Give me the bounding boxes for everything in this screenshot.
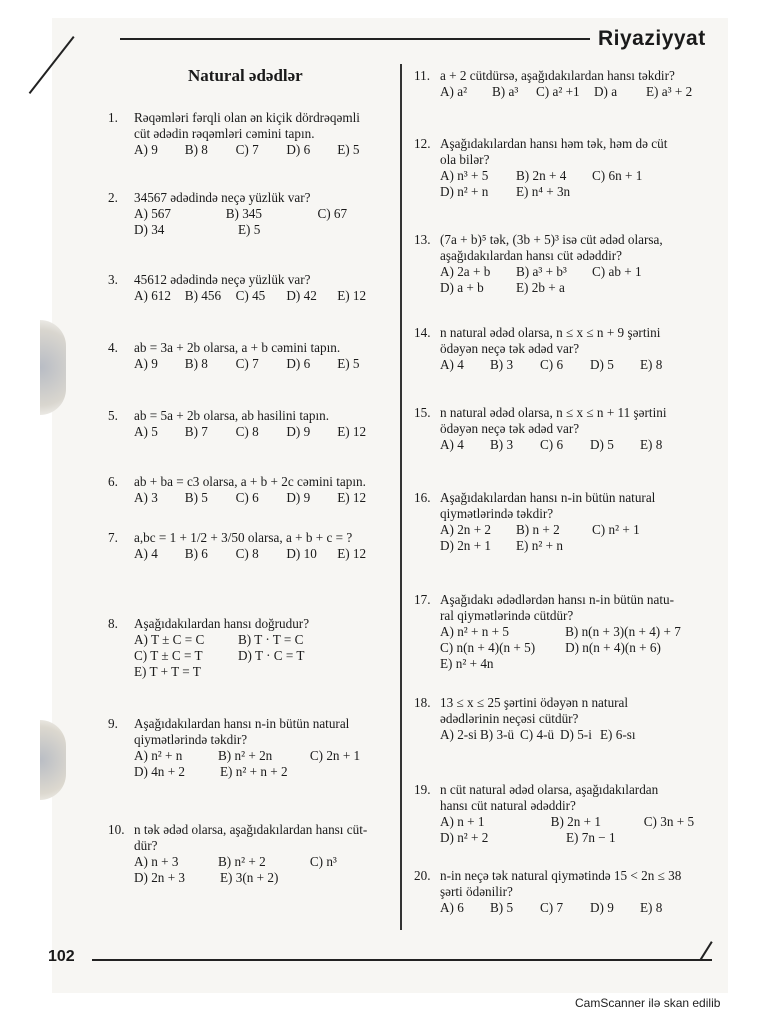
answer-options bbox=[134, 424, 388, 440]
answer-row bbox=[440, 437, 714, 453]
question-item bbox=[414, 232, 714, 296]
answer-options bbox=[440, 437, 714, 453]
answer-row bbox=[440, 830, 714, 846]
answer-row bbox=[440, 814, 714, 830]
question-item bbox=[108, 110, 388, 158]
answer-row bbox=[440, 900, 714, 916]
answer-row bbox=[134, 206, 388, 222]
answer-option: D) n² + 2 bbox=[440, 830, 489, 845]
question-number: 16. bbox=[414, 490, 431, 505]
answer-option: C) 7 bbox=[235, 356, 259, 371]
answer-option: A) n + 3 bbox=[134, 854, 179, 869]
question-stem: Aşağıdakılardan hansı n-in bütün natural qiymətlərində təkdir? bbox=[440, 490, 656, 521]
answer-options bbox=[134, 142, 388, 158]
answer-option: C) 7 bbox=[235, 142, 259, 157]
answer-row bbox=[440, 522, 714, 538]
answer-option: E) 5 bbox=[337, 356, 360, 371]
question-stem: Aşağıdakı ədədlərdən hansı n-in bütün natu- ral qiymətlərində cütdür? bbox=[440, 592, 675, 623]
answer-option: C) 8 bbox=[235, 546, 259, 561]
answer-options bbox=[134, 356, 388, 372]
question-stem: Aşağıdakılardan hansı doğrudur? bbox=[134, 616, 310, 631]
answer-option: A) 3 bbox=[134, 490, 158, 505]
answer-option: B) 5 bbox=[184, 490, 208, 505]
answer-option: A) 612 bbox=[134, 288, 171, 303]
answer-option: B) n² + 2 bbox=[218, 854, 266, 869]
answer-option: B) 456 bbox=[184, 288, 222, 303]
answer-option: A) n² + n bbox=[134, 748, 183, 763]
question-item bbox=[414, 405, 714, 453]
answer-option: C) n² + 1 bbox=[592, 522, 640, 537]
answer-option: C) 8 bbox=[235, 424, 259, 439]
answer-option: E) n² + n + 2 bbox=[220, 764, 288, 779]
answer-option: B) 2n + 4 bbox=[516, 168, 567, 183]
answer-option: A) 5 bbox=[134, 424, 158, 439]
answer-row bbox=[134, 854, 388, 870]
question-number: 5. bbox=[108, 408, 118, 423]
footer-rule bbox=[92, 959, 712, 961]
question-stem: (7a + b)⁵ tək, (3b + 5)³ isə cüt ədəd olarsa, aşağıdakılardan hansı cüt ədəddir? bbox=[440, 232, 663, 263]
answer-row bbox=[134, 222, 388, 238]
question-item bbox=[414, 868, 714, 916]
question-item bbox=[108, 272, 388, 304]
answer-option: B) 3-ü bbox=[480, 727, 515, 742]
answer-row bbox=[134, 546, 388, 562]
answer-option: C) 6n + 1 bbox=[592, 168, 643, 183]
answer-option: A) n² + n + 5 bbox=[440, 624, 510, 639]
answer-option: C) 3n + 5 bbox=[643, 814, 695, 829]
answer-option: A) 6 bbox=[440, 900, 464, 915]
question-number: 4. bbox=[108, 340, 118, 355]
answer-option: D) 2n + 3 bbox=[134, 870, 186, 885]
answer-option: C) n³ bbox=[309, 854, 337, 869]
answer-option: C) 45 bbox=[235, 288, 266, 303]
question-item bbox=[108, 340, 388, 372]
answer-option: E) 7n − 1 bbox=[566, 830, 616, 845]
question-stem: a + 2 cütdürsə, aşağıdakılardan hansı təkdir? bbox=[440, 68, 675, 83]
answer-option: C) 4-ü bbox=[520, 727, 555, 742]
answer-option: D) a + b bbox=[440, 280, 484, 295]
answer-row bbox=[134, 632, 388, 648]
binding-shadow bbox=[40, 320, 66, 415]
question-item bbox=[414, 490, 714, 554]
question-stem: 34567 ədədində neçə yüzlük var? bbox=[134, 190, 311, 205]
question-item bbox=[108, 408, 388, 440]
answer-option: A) 567 bbox=[134, 206, 171, 221]
question-number: 8. bbox=[108, 616, 118, 631]
answer-options bbox=[440, 522, 714, 554]
answer-row bbox=[134, 870, 388, 886]
question-item bbox=[108, 716, 388, 780]
answer-option: E) 12 bbox=[337, 490, 367, 505]
answer-option: C) 6 bbox=[235, 490, 259, 505]
answer-row bbox=[134, 490, 388, 506]
answer-options bbox=[134, 632, 388, 680]
answer-option: B) 6 bbox=[184, 546, 208, 561]
answer-row bbox=[440, 264, 714, 280]
answer-option: B) a³ + b³ bbox=[516, 264, 567, 279]
answer-row bbox=[440, 727, 714, 743]
question-number: 6. bbox=[108, 474, 118, 489]
question-number: 11. bbox=[414, 68, 430, 83]
question-stem: ab = 3a + 2b olarsa, a + b cəmini tapın. bbox=[134, 340, 341, 355]
answer-option: E) 12 bbox=[337, 546, 367, 561]
answer-option: A) 9 bbox=[134, 142, 158, 157]
answer-option: C) T ± C = T bbox=[134, 648, 203, 663]
answer-options bbox=[440, 264, 714, 296]
answer-option: B) n(n + 3)(n + 4) + 7 bbox=[565, 624, 681, 639]
answer-row bbox=[440, 357, 714, 373]
question-stem: 13 ≤ x ≤ 25 şərtini ödəyən n natural ədədlərinin neçəsi cütdür? bbox=[440, 695, 629, 726]
question-stem: n natural ədəd olarsa, n ≤ x ≤ n + 9 şərtini ödəyən neçə tək ədəd var? bbox=[440, 325, 661, 356]
answer-option: C) 7 bbox=[540, 900, 564, 915]
answer-option: A) 9 bbox=[134, 356, 158, 371]
answer-option: B) 3 bbox=[490, 357, 514, 372]
answer-options bbox=[440, 727, 714, 743]
answer-option: D) n(n + 4)(n + 6) bbox=[565, 640, 661, 655]
answer-option: B) a³ bbox=[492, 84, 519, 99]
question-stem: n-in neçə tək natural qiymətində 15 < 2n ≤ 38 şərti ödənilir? bbox=[440, 868, 682, 899]
answer-row bbox=[440, 168, 714, 184]
question-stem: Rəqəmləri fərqli olan ən kiçik dördrəqəmli cüt ədədin rəqəmləri cəmini tapın. bbox=[134, 110, 360, 141]
question-number: 12. bbox=[414, 136, 431, 151]
question-stem: ab + ba = c3 olarsa, a + b + 2c cəmini tapın. bbox=[134, 474, 366, 489]
answer-option: E) 8 bbox=[640, 437, 663, 452]
answer-row bbox=[134, 764, 388, 780]
answer-option: E) 12 bbox=[337, 424, 367, 439]
answer-option: E) n⁴ + 3n bbox=[516, 184, 571, 199]
answer-options bbox=[134, 490, 388, 506]
answer-option: E) n² + n bbox=[516, 538, 563, 553]
answer-option: B) n + 2 bbox=[516, 522, 560, 537]
answer-option: E) 8 bbox=[640, 357, 663, 372]
answer-option: A) 4 bbox=[134, 546, 158, 561]
answer-option: E) 2b + a bbox=[516, 280, 565, 295]
answer-option: B) 345 bbox=[225, 206, 262, 221]
answer-option: E) a³ + 2 bbox=[646, 84, 693, 99]
question-number: 19. bbox=[414, 782, 431, 797]
answer-option: D) 10 bbox=[286, 546, 317, 561]
subject-title: Riyaziyyat bbox=[598, 27, 706, 50]
section-title: Natural ədədlər bbox=[188, 66, 303, 85]
answer-option: A) 4 bbox=[440, 437, 464, 452]
question-item bbox=[414, 136, 714, 200]
question-number: 7. bbox=[108, 530, 118, 545]
question-number: 17. bbox=[414, 592, 431, 607]
answer-row bbox=[440, 280, 714, 296]
question-stem: Aşağıdakılardan hansı n-in bütün natural qiymətlərində təkdir? bbox=[134, 716, 350, 747]
answer-option: D) 6 bbox=[286, 356, 311, 371]
answer-option: C) a² +1 bbox=[536, 84, 580, 99]
answer-option: A) n + 1 bbox=[440, 814, 485, 829]
answer-row bbox=[440, 184, 714, 200]
answer-row bbox=[134, 142, 388, 158]
answer-option: D) 6 bbox=[286, 142, 311, 157]
answer-row bbox=[134, 748, 388, 764]
question-stem: n tək ədəd olarsa, aşağıdakılardan hansı cüt- dür? bbox=[134, 822, 368, 853]
answer-option: D) 9 bbox=[286, 490, 311, 505]
question-item bbox=[414, 592, 714, 672]
answer-option: B) 8 bbox=[184, 356, 208, 371]
answer-option: B) 3 bbox=[490, 437, 514, 452]
answer-options bbox=[440, 900, 714, 916]
answer-option: A) 2a + b bbox=[440, 264, 491, 279]
answer-option: E) 8 bbox=[640, 900, 663, 915]
question-stem: n natural ədəd olarsa, n ≤ x ≤ n + 11 şərtini ödəyən neçə tək ədəd var? bbox=[440, 405, 667, 436]
answer-option: D) 9 bbox=[286, 424, 311, 439]
answer-option: B) T · T = C bbox=[238, 632, 304, 647]
answer-option: E) 5 bbox=[238, 222, 261, 237]
answer-row bbox=[134, 288, 388, 304]
answer-option: A) 4 bbox=[440, 357, 464, 372]
answer-options bbox=[440, 814, 714, 846]
answer-option: E) T + T = T bbox=[134, 664, 201, 679]
question-stem: a,bc = 1 + 1/2 + 3/50 olarsa, a + b + c = ? bbox=[134, 530, 353, 545]
question-stem: ab = 5a + 2b olarsa, ab hasilini tapın. bbox=[134, 408, 330, 423]
answer-options bbox=[440, 84, 714, 100]
answer-option: E) n² + 4n bbox=[440, 656, 494, 671]
answer-option: C) 2n + 1 bbox=[309, 748, 361, 763]
question-number: 18. bbox=[414, 695, 431, 710]
answer-row bbox=[134, 356, 388, 372]
answer-option: E) 3(n + 2) bbox=[220, 870, 279, 885]
answer-options bbox=[440, 624, 714, 672]
answer-option: C) 6 bbox=[540, 437, 564, 452]
question-number: 3. bbox=[108, 272, 118, 287]
answer-option: B) 8 bbox=[184, 142, 208, 157]
question-number: 13. bbox=[414, 232, 431, 247]
answer-option: D) 2n + 1 bbox=[440, 538, 492, 553]
answer-options bbox=[134, 206, 388, 238]
question-item bbox=[108, 822, 388, 886]
answer-option: A) 2-si bbox=[440, 727, 477, 742]
question-number: 2. bbox=[108, 190, 118, 205]
question-item bbox=[108, 190, 388, 238]
answer-option: E) 12 bbox=[337, 288, 367, 303]
question-item bbox=[414, 782, 714, 846]
answer-row bbox=[440, 640, 714, 656]
answer-option: C) 67 bbox=[317, 206, 348, 221]
question-number: 15. bbox=[414, 405, 431, 420]
answer-option: D) T · C = T bbox=[238, 648, 305, 663]
answer-row bbox=[134, 648, 388, 664]
question-item bbox=[108, 530, 388, 562]
question-number: 1. bbox=[108, 110, 118, 125]
scanner-watermark: CamScanner ilə skan edilib bbox=[575, 996, 721, 1010]
answer-option: D) 34 bbox=[134, 222, 165, 237]
column-divider bbox=[400, 64, 402, 930]
question-number: 14. bbox=[414, 325, 431, 340]
answer-option: B) 2n + 1 bbox=[550, 814, 601, 829]
question-item bbox=[414, 695, 714, 743]
answer-option: A) 2n + 2 bbox=[440, 522, 492, 537]
answer-option: A) n³ + 5 bbox=[440, 168, 489, 183]
answer-option: E) 6-sı bbox=[600, 727, 636, 742]
answer-option: B) 7 bbox=[184, 424, 208, 439]
answer-option: C) n(n + 4)(n + 5) bbox=[440, 640, 536, 655]
answer-option: B) n² + 2n bbox=[218, 748, 273, 763]
answer-option: A) T ± C = C bbox=[134, 632, 205, 647]
answer-option: D) 42 bbox=[286, 288, 317, 303]
answer-option: D) n² + n bbox=[440, 184, 489, 199]
answer-option: C) 6 bbox=[540, 357, 564, 372]
answer-option: D) 5 bbox=[590, 357, 614, 372]
answer-options bbox=[134, 288, 388, 304]
answer-options bbox=[440, 168, 714, 200]
answer-options bbox=[440, 357, 714, 373]
question-stem: Aşağıdakılardan hansı həm tək, həm də cüt ola bilər? bbox=[440, 136, 668, 167]
answer-options bbox=[134, 748, 388, 780]
question-item bbox=[108, 474, 388, 506]
header-rule bbox=[120, 38, 590, 40]
answer-option: A) a² bbox=[440, 84, 468, 99]
question-item bbox=[414, 325, 714, 373]
answer-option: E) 5 bbox=[337, 142, 360, 157]
question-number: 10. bbox=[108, 822, 125, 837]
answer-row bbox=[440, 624, 714, 640]
answer-option: D) 9 bbox=[590, 900, 614, 915]
answer-row bbox=[440, 656, 714, 672]
answer-option: D) 5 bbox=[590, 437, 614, 452]
answer-option: B) 5 bbox=[490, 900, 514, 915]
answer-options bbox=[134, 546, 388, 562]
answer-row bbox=[440, 538, 714, 554]
answer-option: D) a bbox=[594, 84, 618, 99]
question-stem: 45612 ədədində neçə yüzlük var? bbox=[134, 272, 311, 287]
answer-row bbox=[440, 84, 714, 100]
question-item bbox=[108, 616, 388, 680]
question-number: 20. bbox=[414, 868, 431, 883]
question-stem: n cüt natural ədəd olarsa, aşağıdakılardan hansı cüt natural ədəddir? bbox=[440, 782, 659, 813]
answer-option: C) ab + 1 bbox=[592, 264, 642, 279]
question-item bbox=[414, 68, 714, 100]
answer-row bbox=[134, 424, 388, 440]
answer-row bbox=[134, 664, 388, 680]
question-number: 9. bbox=[108, 716, 118, 731]
answer-option: D) 5-i bbox=[560, 727, 592, 742]
answer-option: D) 4n + 2 bbox=[134, 764, 186, 779]
answer-options bbox=[134, 854, 388, 886]
page-number: 102 bbox=[48, 948, 75, 965]
